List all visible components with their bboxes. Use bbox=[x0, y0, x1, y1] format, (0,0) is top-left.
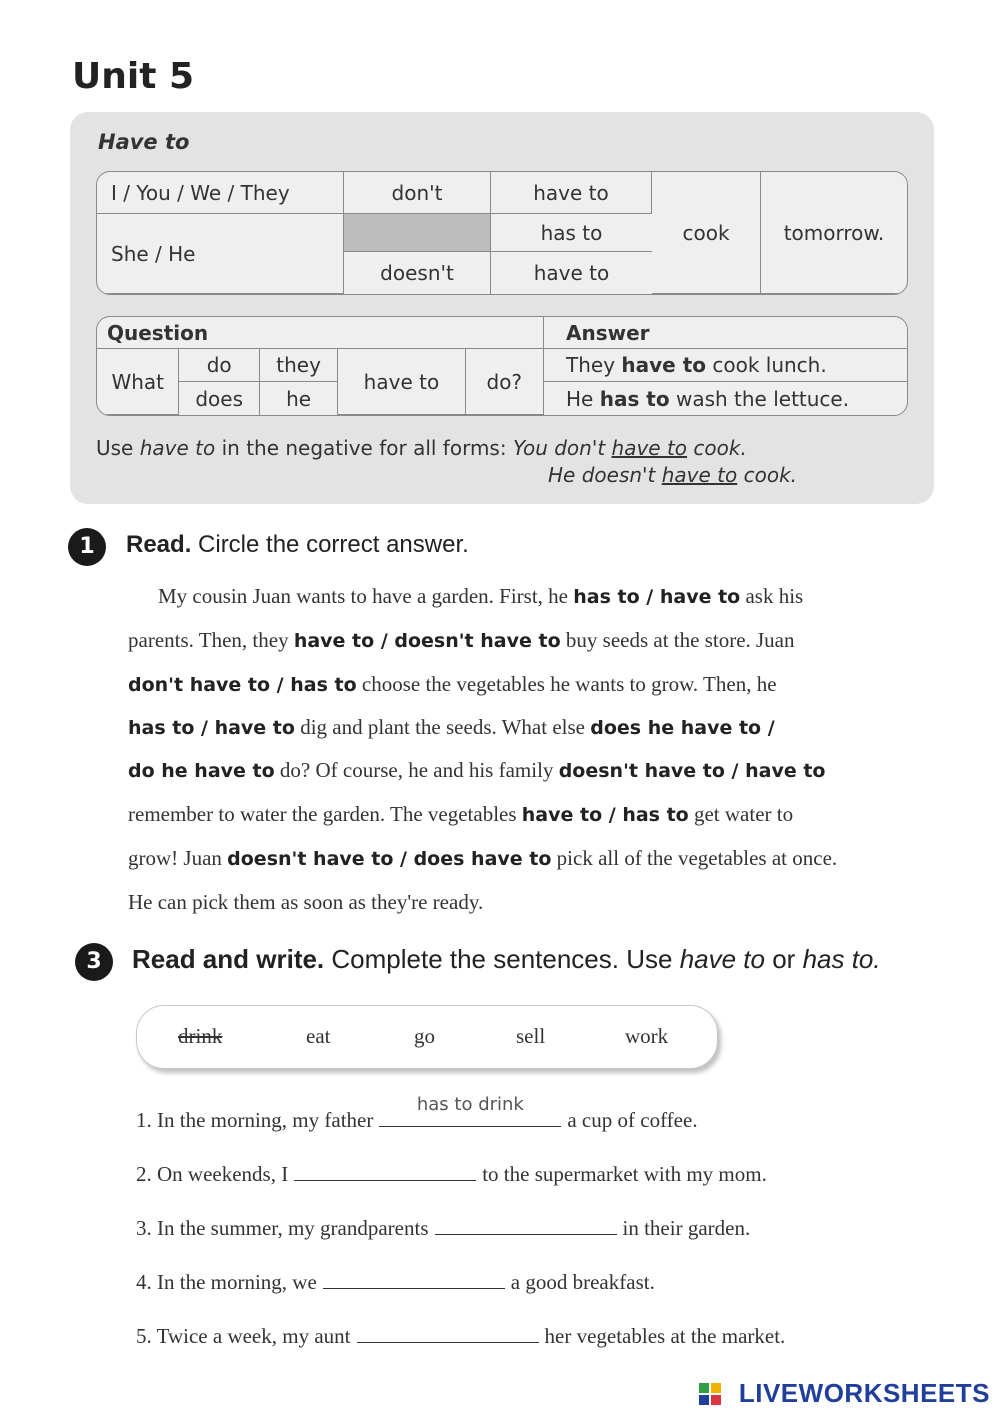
answer-cell: He has to wash the lettuce. bbox=[566, 386, 850, 411]
liveworksheets-logo: LIVEWORKSHEETS bbox=[738, 1378, 990, 1408]
do-cell: do bbox=[179, 349, 259, 382]
base-verb-cell: cook bbox=[652, 172, 761, 294]
answer-choice[interactable]: have to / doesn't have to bbox=[293, 630, 561, 652]
passage-line bbox=[128, 758, 826, 783]
answer-blank[interactable] bbox=[357, 1322, 539, 1343]
passage-text: grow! Juan bbox=[128, 846, 228, 870]
verb-cell: has to bbox=[491, 214, 652, 252]
answer-choice[interactable]: have to / has to bbox=[521, 804, 689, 826]
verb-cell: have to bbox=[491, 172, 652, 214]
word-bank-item: eat bbox=[306, 1024, 331, 1048]
question-header: Question bbox=[97, 317, 544, 349]
they-cell: they bbox=[260, 349, 338, 382]
forms-table bbox=[96, 171, 908, 295]
word-bank-item: drink bbox=[178, 1024, 223, 1048]
what-cell: What bbox=[97, 349, 179, 415]
exercise-number-badge: 1 bbox=[68, 528, 106, 566]
verb-cell: have to bbox=[533, 261, 610, 285]
sentence-item: 4. In the morning, we a good breakfast. bbox=[136, 1270, 655, 1294]
sentence-item: 2. On weekends, I to the supermarket with my mom. bbox=[136, 1162, 767, 1186]
answer-blank[interactable] bbox=[294, 1160, 476, 1181]
answer-choice[interactable]: doesn't have to / does have to bbox=[227, 848, 552, 870]
exercise-number-badge: 3 bbox=[75, 943, 113, 981]
passage-text: buy seeds at the store. Juan bbox=[560, 628, 795, 652]
passage-line bbox=[128, 890, 483, 915]
grammar-note-example: He doesn't have to cook. bbox=[548, 463, 798, 487]
answer-choice[interactable]: do he have to bbox=[128, 760, 275, 782]
negative-cell: doesn't bbox=[344, 252, 491, 294]
passage-line bbox=[128, 715, 775, 740]
answer-header: Answer bbox=[544, 317, 907, 349]
exercise-1-title: Read. Circle the correct answer. bbox=[126, 531, 469, 558]
passage-line bbox=[128, 846, 837, 871]
have-to-cell: have to bbox=[338, 349, 465, 415]
empty-shaded-cell bbox=[344, 214, 491, 252]
grammar-note: Use have to in the negative for all forms: You don't have to cook. bbox=[96, 436, 747, 460]
word-bank-item: go bbox=[414, 1024, 435, 1048]
answer-blank[interactable] bbox=[435, 1214, 617, 1235]
passage-line bbox=[128, 802, 793, 827]
sentence-item: 5. Twice a week, my aunt her vegetables at the market. bbox=[136, 1324, 786, 1348]
negative-cell: don't bbox=[344, 172, 491, 214]
time-cell: tomorrow. bbox=[761, 172, 907, 294]
passage-text: do? Of course, he and his family bbox=[274, 758, 559, 782]
answer-choice[interactable]: has to / have to bbox=[573, 586, 741, 608]
passage-line bbox=[128, 672, 777, 697]
passage-text: He can pick them as soon as they're ready. bbox=[128, 890, 484, 914]
answer-choice[interactable]: doesn't have to / have to bbox=[558, 760, 826, 782]
unit-title: Unit 5 bbox=[72, 56, 194, 97]
subject-cell: She / He bbox=[97, 214, 344, 294]
word-bank-item: work bbox=[625, 1024, 669, 1048]
answer-choice[interactable]: don't have to / has to bbox=[128, 674, 357, 696]
passage-text: ask his bbox=[740, 584, 804, 608]
do-question-cell: do? bbox=[466, 349, 544, 415]
word-bank-item: sell bbox=[516, 1024, 546, 1048]
he-cell: he bbox=[260, 382, 338, 415]
answer-blank[interactable]: has to drink bbox=[379, 1106, 561, 1127]
grammar-heading: Have to bbox=[98, 130, 190, 154]
passage-text: dig and plant the seeds. What else bbox=[294, 715, 591, 739]
passage-line bbox=[128, 628, 795, 653]
passage-text: choose the vegetables he wants to grow. Then, he bbox=[356, 672, 777, 696]
passage-text: remember to water the garden. The vegetables bbox=[128, 802, 522, 826]
passage-text: get water to bbox=[688, 802, 794, 826]
sentence-item: 1. In the morning, my father has to drink a cup of coffee. bbox=[136, 1094, 698, 1132]
subject-cell: I / You / We / They bbox=[97, 172, 344, 214]
answer-choice[interactable]: has to / have to bbox=[128, 717, 295, 739]
sentence-item: 3. In the summer, my grandparents in their garden. bbox=[136, 1216, 751, 1240]
answer-cell: They have to cook lunch. bbox=[544, 349, 907, 382]
passage-line bbox=[158, 584, 803, 609]
exercise-3-title: Read and write. Complete the sentences. Use have to or has to. bbox=[132, 944, 881, 974]
passage-text: pick all of the vegetables at once. bbox=[551, 846, 838, 870]
passage-text: My cousin Juan wants to have a garden. First, he bbox=[158, 584, 574, 608]
passage-text: parents. Then, they bbox=[128, 628, 294, 652]
answer-blank[interactable] bbox=[323, 1268, 505, 1289]
answer-choice[interactable]: does he have to / bbox=[590, 717, 775, 739]
question-answer-table bbox=[96, 316, 908, 416]
liveworksheets-logo-icon bbox=[698, 1382, 722, 1406]
does-cell: does bbox=[179, 382, 259, 415]
